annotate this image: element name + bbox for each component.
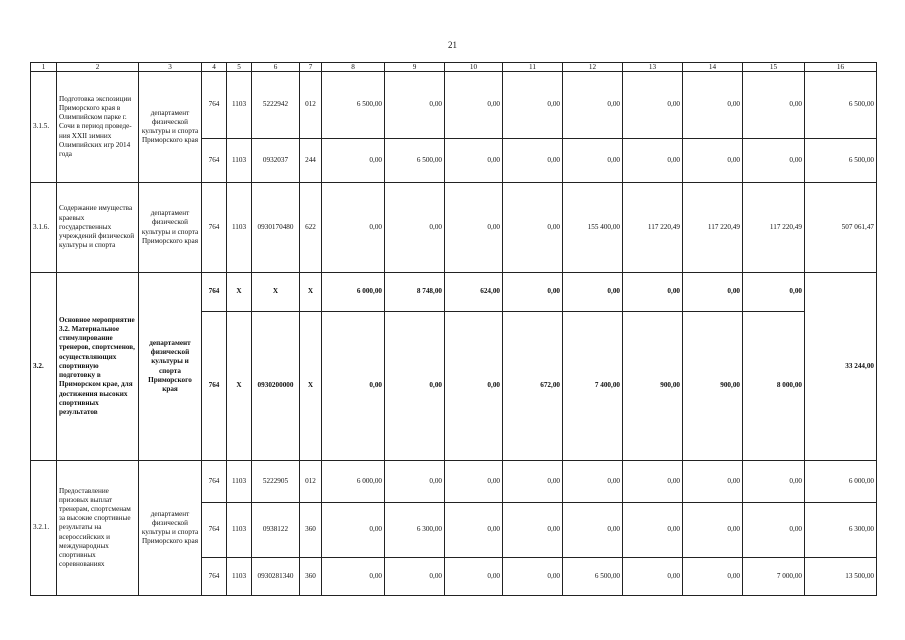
table-cell: 0,00: [503, 72, 563, 139]
table-cell: 0,00: [563, 139, 623, 183]
table-cell: 360: [300, 558, 322, 596]
table-cell: 13 500,00: [805, 558, 877, 596]
table-cell: 6 500,00: [805, 139, 877, 183]
table-cell: 900,00: [683, 312, 743, 461]
table-cell: 0,00: [322, 558, 385, 596]
table-cell: 0,00: [385, 312, 445, 461]
table-cell: Х: [252, 273, 300, 312]
table-cell: 0,00: [683, 503, 743, 558]
activity-name: Предоставление призовых выплат тренерам, спортсменам за высокие спортивные результаты на всероссийских и международных спортивных соревнованиях: [57, 461, 139, 596]
table-cell: 764: [202, 72, 227, 139]
executor: департамент физической культуры и спорта Приморского края: [139, 461, 202, 596]
table-cell: 6 300,00: [385, 503, 445, 558]
table-cell: 0,00: [743, 503, 805, 558]
table-cell: 6 000,00: [322, 273, 385, 312]
table-cell: 0,00: [385, 461, 445, 503]
table-cell: 622: [300, 183, 322, 273]
table-cell: 0,00: [503, 273, 563, 312]
executor: департамент физической культуры и спорта Приморского края: [139, 273, 202, 461]
table-cell: 0,00: [322, 183, 385, 273]
header-cell: 9: [385, 63, 445, 72]
table-cell: 0,00: [385, 558, 445, 596]
header-cell: 14: [683, 63, 743, 72]
activity-name: Содержание имущества краевых государственных учреждений физической культуры и спорта: [57, 183, 139, 273]
table-cell: 0930281340: [252, 558, 300, 596]
table-cell: 7 400,00: [563, 312, 623, 461]
header-cell: 12: [563, 63, 623, 72]
table-cell: Х: [227, 273, 252, 312]
table-cell: 0,00: [445, 139, 503, 183]
table-cell: 6 500,00: [805, 72, 877, 139]
table-cell: 117 220,49: [683, 183, 743, 273]
table-cell: 6 000,00: [805, 461, 877, 503]
header-cell: 10: [445, 63, 503, 72]
table-cell: 764: [202, 558, 227, 596]
table-cell: 764: [202, 503, 227, 558]
table-cell: 244: [300, 139, 322, 183]
table-cell: 0,00: [683, 273, 743, 312]
table-cell: 0,00: [445, 461, 503, 503]
table-cell: 117 220,49: [743, 183, 805, 273]
page-number: 21: [448, 40, 457, 50]
table-row: [31, 273, 877, 312]
table-cell: 0,00: [623, 558, 683, 596]
table-cell: 0,00: [445, 503, 503, 558]
table-cell: 1103: [227, 461, 252, 503]
table-cell: 1103: [227, 503, 252, 558]
table-cell: 0932037: [252, 139, 300, 183]
table-cell: 764: [202, 461, 227, 503]
header-cell: 13: [623, 63, 683, 72]
table-cell: 0,00: [445, 558, 503, 596]
executor: департамент физической культуры и спорта Приморского края: [139, 72, 202, 183]
table-cell: 0,00: [623, 273, 683, 312]
table-cell: 117 220,49: [623, 183, 683, 273]
table-cell: 012: [300, 72, 322, 139]
table-cell: 507 061,47: [805, 183, 877, 273]
activity-name: Подготовка экспозиции Приморского края в Олимпийском парке г. Сочи в период проведе-ния XXII зимних Олимпийских игр 2014 года: [57, 72, 139, 183]
executor: департамент физической культуры и спорта Приморского края: [139, 183, 202, 273]
table-cell: 0,00: [563, 461, 623, 503]
table-cell: 0,00: [683, 558, 743, 596]
header-cell: 3: [139, 63, 202, 72]
table-cell: 764: [202, 139, 227, 183]
header-cell: 7: [300, 63, 322, 72]
table-cell: 012: [300, 461, 322, 503]
table-cell: 5222942: [252, 72, 300, 139]
row-number: 3.1.5.: [31, 72, 57, 183]
table-cell: 1103: [227, 558, 252, 596]
table-cell: 0,00: [445, 183, 503, 273]
table-cell: 155 400,00: [563, 183, 623, 273]
table-row: [31, 72, 877, 139]
table-cell: 6 500,00: [322, 72, 385, 139]
table-cell: Х: [300, 312, 322, 461]
header-cell: 8: [322, 63, 385, 72]
table-cell: 8 748,00: [385, 273, 445, 312]
table-cell: 0,00: [322, 503, 385, 558]
table-cell: 1103: [227, 183, 252, 273]
table-cell: 0938122: [252, 503, 300, 558]
table-cell: 7 000,00: [743, 558, 805, 596]
table-cell: 0,00: [503, 558, 563, 596]
table-cell: 0,00: [322, 312, 385, 461]
table-cell: 6 500,00: [563, 558, 623, 596]
table-cell: 0,00: [563, 503, 623, 558]
table-row: [31, 461, 877, 503]
header-cell: 6: [252, 63, 300, 72]
table-cell: 0,00: [322, 139, 385, 183]
table-cell: 0,00: [683, 139, 743, 183]
table-cell: 0,00: [743, 273, 805, 312]
table-cell: 0,00: [743, 461, 805, 503]
column-number-row: [31, 63, 877, 72]
table-cell: 0,00: [385, 72, 445, 139]
header-cell: 4: [202, 63, 227, 72]
header-cell: 15: [743, 63, 805, 72]
table-cell: 1103: [227, 72, 252, 139]
header-cell: 16: [805, 63, 877, 72]
table-cell: Х: [300, 273, 322, 312]
table-cell: 0,00: [503, 183, 563, 273]
header-cell: 11: [503, 63, 563, 72]
table-cell: 0,00: [623, 461, 683, 503]
row-number: 3.1.6.: [31, 183, 57, 273]
table-cell: 360: [300, 503, 322, 558]
row-number: 3.2.1.: [31, 461, 57, 596]
table-cell: 0,00: [563, 273, 623, 312]
table-cell: 0,00: [623, 72, 683, 139]
table-cell: 0,00: [445, 312, 503, 461]
activity-name: Основное мероприятие 3.2. Материальное стимулирование тренеров, спортсменов, осуществляющих спортивную подготовку в Приморском крае, для достижения высоких спортивных результатов: [57, 273, 139, 461]
table-cell: 0,00: [503, 503, 563, 558]
budget-table: [30, 62, 877, 596]
table-cell: Х: [227, 312, 252, 461]
table-cell: 0,00: [743, 72, 805, 139]
table-cell: 764: [202, 312, 227, 461]
table-cell: 0,00: [563, 72, 623, 139]
table-cell: 764: [202, 183, 227, 273]
table-row: [31, 183, 877, 273]
table-cell: 1103: [227, 139, 252, 183]
table-cell: 0,00: [743, 139, 805, 183]
header-cell: 1: [31, 63, 57, 72]
table-cell: 8 000,00: [743, 312, 805, 461]
table-cell: 672,00: [503, 312, 563, 461]
table-cell: 0,00: [623, 139, 683, 183]
table-cell-total: 33 244,00: [805, 273, 877, 461]
table-cell: 764: [202, 273, 227, 312]
table-cell: 0,00: [445, 72, 503, 139]
table-cell: 6 300,00: [805, 503, 877, 558]
table-cell: 0930170480: [252, 183, 300, 273]
table-cell: 0,00: [683, 72, 743, 139]
table-cell: 0,00: [503, 139, 563, 183]
table-cell: 0,00: [503, 461, 563, 503]
header-cell: 2: [57, 63, 139, 72]
table-cell: 900,00: [623, 312, 683, 461]
table-cell: 6 000,00: [322, 461, 385, 503]
table-cell: 0,00: [385, 183, 445, 273]
table-cell: 0,00: [623, 503, 683, 558]
table-cell: 6 500,00: [385, 139, 445, 183]
header-cell: 5: [227, 63, 252, 72]
table-cell: 0930200000: [252, 312, 300, 461]
table-cell: 5222905: [252, 461, 300, 503]
row-number: 3.2.: [31, 273, 57, 461]
table-cell: 624,00: [445, 273, 503, 312]
table-cell: 0,00: [683, 461, 743, 503]
